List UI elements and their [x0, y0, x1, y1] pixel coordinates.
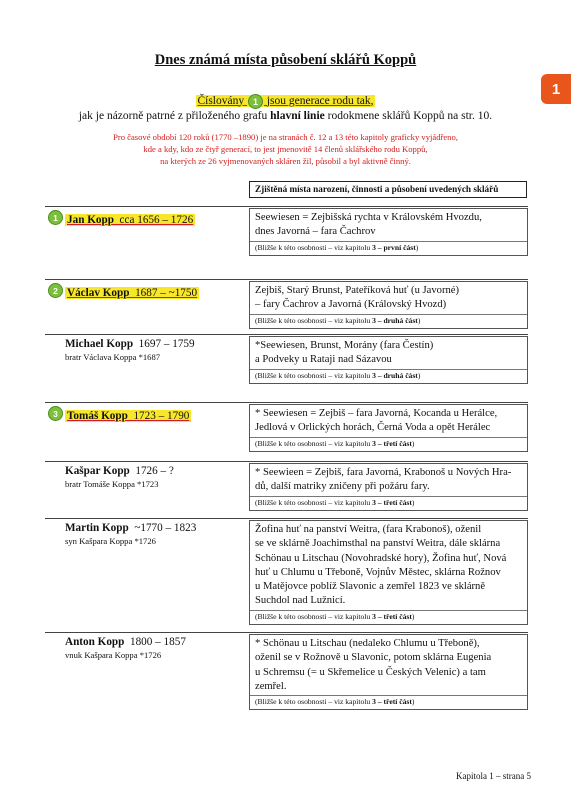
ref-suffix: ) — [411, 611, 415, 621]
intro-highlight-after: jsou generace rodu tak, — [266, 94, 374, 107]
person-name-line — [65, 287, 199, 299]
description-line: Jedlová v Orlických horách, Černá Voda a opět Herálec — [255, 422, 491, 434]
description-line: Žofina huť na panství Weitra, (fara Krabonoš), oženil — [255, 524, 482, 535]
description-line: * Schönau u Litschau (nedaleko Chlumu u Třeboně), — [255, 638, 480, 649]
chapter-reference — [250, 369, 527, 383]
person-name: Kašpar Kopp — [65, 465, 130, 477]
places-box — [249, 463, 528, 511]
entry-divider — [45, 206, 528, 207]
description-line: zemřel. — [255, 680, 287, 692]
person-years: 1687 – ~1750 — [135, 287, 198, 299]
person-name-line — [65, 636, 245, 648]
person-name-line — [65, 214, 195, 226]
places-description — [250, 282, 527, 314]
places-box — [249, 208, 528, 256]
description-line: dů, další matriky zničeny při požáru fary. — [255, 481, 430, 493]
description-line: huť u Chlumu u Třeboně, Vojnův Městec, sklárna Rožnov — [255, 566, 501, 578]
person-years: 1697 – 1759 — [138, 338, 195, 350]
ref-suffix: ) — [417, 315, 421, 325]
description-line: u Matějovce poblíž Slavonic a zemřel 1823 ve sklárně — [255, 581, 486, 593]
red-note-line: Pro časové období 120 roků (1770 –1890) je na stranách č. 12 a 13 této kapitoly graficky vyjádřeno, — [113, 132, 458, 142]
ref-chapter: 3 – druhá část — [372, 370, 418, 380]
person-info — [65, 636, 245, 660]
person-info — [65, 210, 245, 228]
ref-suffix: ) — [411, 497, 415, 507]
generation-number-icon: 2 — [48, 283, 63, 298]
chapter-tab: 1 — [541, 74, 571, 104]
chapter-reference — [250, 241, 527, 255]
ref-suffix: ) — [411, 697, 415, 707]
page-footer: Kapitola 1 – strana 5 — [456, 771, 531, 781]
generation-badge-icon: 1 — [248, 94, 263, 109]
person-years: 1800 – 1857 — [129, 636, 186, 648]
places-box — [249, 634, 528, 710]
description-line: a Podveky u Rataji nad Sázavou — [255, 354, 392, 366]
description-line: oženil se v Rožnově u Slavonic, potom sklárna Eugenia — [255, 652, 492, 664]
places-box — [249, 336, 528, 384]
person-years: cca 1656 – 1726 — [119, 214, 194, 226]
description-line: Schönau u Litschau (Novohradské hory), Žofina huť, Nová — [255, 552, 507, 564]
chapter-reference — [250, 437, 527, 451]
intro-line-1 — [0, 94, 571, 109]
red-note — [0, 131, 571, 168]
ref-chapter: 3 – třetí část — [372, 438, 412, 448]
places-description — [250, 464, 527, 496]
person-info — [65, 283, 245, 301]
description-line: Seewiesen = Zejbišská rychta v Královském Hvozdu, — [255, 212, 482, 223]
ref-chapter: 3 – třetí část — [372, 497, 412, 507]
person-name: Jan Kopp — [67, 214, 114, 226]
person-info — [65, 406, 245, 424]
column-header: Zjištěná místa narození, činnosti a působení uvedených sklářů — [249, 181, 527, 198]
person-name-line — [65, 522, 245, 534]
chapter-reference — [250, 496, 527, 510]
entry-divider — [45, 402, 528, 403]
ref-suffix: ) — [411, 438, 415, 448]
person-years: ~1770 – 1823 — [134, 522, 197, 534]
person-relation: vnuk Kašpara Koppa *1726 — [65, 650, 162, 660]
places-description — [250, 209, 527, 241]
description-line: * Seewiesen = Zejbiš – fara Javorná, Kocanda u Herálce, — [255, 408, 498, 419]
description-line: Suchdol nad Lužnicí. — [255, 595, 346, 607]
ref-chapter: 3 – první část — [372, 242, 416, 252]
person-name-line — [65, 410, 191, 422]
ref-prefix: (Bližše k této osobnosti – viz kapitolu — [255, 497, 373, 507]
person-relation: syn Kašpara Koppa *1726 — [65, 536, 156, 546]
person-name: Martin Kopp — [65, 522, 129, 534]
ref-suffix: ) — [415, 242, 419, 252]
generation-number-icon: 1 — [48, 210, 63, 225]
person-info — [65, 338, 245, 362]
places-description — [250, 337, 527, 369]
ref-chapter: 3 – třetí část — [372, 611, 412, 621]
red-note-line: na kterých ze 26 vyjmenovaných skláren žil, působil a byl aktivně činný. — [160, 156, 411, 167]
ref-prefix: (Bližše k této osobnosti – viz kapitolu — [255, 438, 373, 448]
entry-divider — [45, 279, 528, 280]
ref-prefix: (Bližše k této osobnosti – viz kapitolu — [255, 611, 373, 621]
places-description — [250, 521, 527, 610]
ref-prefix: (Bližše k této osobnosti – viz kapitolu — [255, 697, 373, 707]
intro-line-2 — [0, 110, 571, 122]
ref-prefix: (Bližše k této osobnosti – viz kapitolu — [255, 242, 373, 252]
ref-chapter: 3 – druhá část — [372, 315, 418, 325]
person-name: Anton Kopp — [65, 636, 125, 648]
chapter-reference — [250, 610, 527, 624]
description-line: se ve sklárně Joachimsthal na panství Weitra, dále sklárna — [255, 538, 501, 550]
red-note-line: kde a kdy, kdo ze čtyř generací, to jest jmenovitě 14 členů sklářského rodu Koppů, — [143, 144, 428, 155]
intro-line2-end: rodokmene sklářů Koppů na str. 10. — [324, 110, 493, 122]
description-line: * Seewieen = Zejbiš, fara Javorná, Krabonoš u Nových Hra- — [255, 467, 512, 478]
person-years: 1726 – ? — [135, 465, 174, 477]
intro-line2-bold: hlavní linie — [270, 110, 325, 122]
person-name-line — [65, 338, 245, 350]
entry-divider — [45, 518, 528, 519]
description-line: dnes Javorná – fara Čachrov — [255, 226, 376, 238]
person-name: Tomáš Kopp — [67, 410, 128, 422]
description-line: Zejbiš, Starý Brunst, Pateříková huť (u Javorné) — [255, 285, 460, 296]
person-name-line — [65, 465, 245, 477]
places-description — [250, 635, 527, 695]
person-info — [65, 522, 245, 546]
entry-divider — [45, 461, 528, 462]
person-info — [65, 465, 245, 489]
person-name: Michael Kopp — [65, 338, 134, 350]
description-line: u Schremsu (= u Skřemelice u Českých Velenic) a tam — [255, 666, 486, 678]
person-relation: bratr Tomáše Koppa *1723 — [65, 479, 159, 489]
places-box — [249, 281, 528, 329]
intro-line2-start: jak je názorně patrné z přiloženého grafu — [78, 110, 271, 122]
description-line: *Seewiesen, Brunst, Morány (fara Čestín) — [255, 340, 434, 351]
ref-chapter: 3 – třetí část — [372, 697, 412, 707]
person-years: 1723 – 1790 — [133, 410, 190, 422]
person-name: Václav Kopp — [67, 287, 130, 299]
chapter-reference — [250, 314, 527, 328]
page-title: Dnes známá místa působení sklářů Koppů — [154, 52, 417, 68]
generation-number-icon: 3 — [48, 406, 63, 421]
ref-prefix: (Bližše k této osobnosti – viz kapitolu — [255, 370, 373, 380]
entry-divider — [45, 632, 528, 633]
entry-divider — [45, 334, 528, 335]
places-description — [250, 405, 527, 437]
places-box — [249, 404, 528, 452]
ref-suffix: ) — [417, 370, 421, 380]
ref-prefix: (Bližše k této osobnosti – viz kapitolu — [255, 315, 373, 325]
places-box — [249, 520, 528, 625]
description-line: – fary Čachrov a Javorná (Královský Hvozd) — [255, 299, 447, 311]
intro-highlight — [196, 95, 374, 107]
chapter-reference — [250, 695, 527, 709]
intro-highlight-before: Číslovány — [197, 94, 245, 107]
person-relation: bratr Václava Koppa *1687 — [65, 352, 161, 362]
